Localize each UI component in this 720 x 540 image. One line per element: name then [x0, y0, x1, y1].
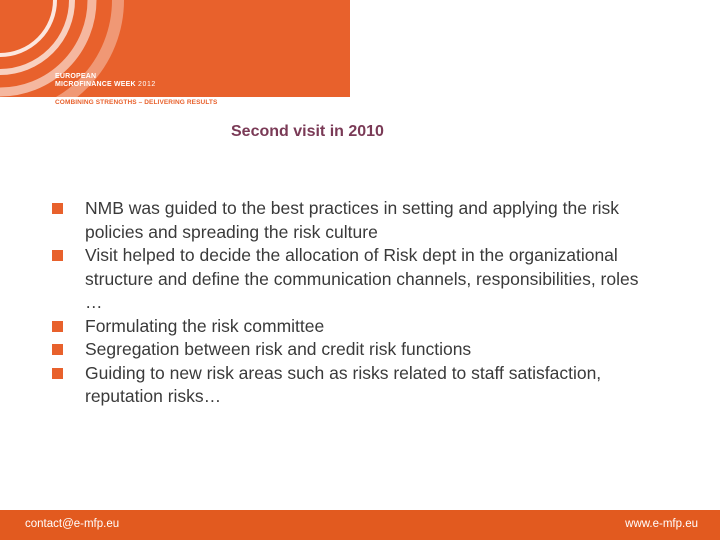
bullet-item	[52, 362, 652, 409]
bullet-item	[52, 197, 652, 244]
footer-bar	[0, 510, 720, 540]
contact-email-link[interactable]: contact@e-mfp.eu	[25, 518, 120, 530]
bullet-text: Segregation between risk and credit risk functions	[85, 339, 472, 359]
slide-title: Second visit in 2010	[231, 123, 384, 140]
bullet-text: Guiding to new risk areas such as risks related to staff satisfaction, reputation risks…	[85, 362, 602, 406]
bullet-item	[52, 244, 652, 315]
radio-waves-logo	[0, 0, 350, 97]
bullet-square-icon	[52, 344, 63, 355]
bullet-list	[52, 197, 652, 409]
website-link[interactable]: www.e-mfp.eu	[625, 518, 698, 530]
event-name	[55, 73, 156, 89]
bullet-text: Visit helped to decide the allocation of Risk dept in the organizational structure and define the communication channels, responsibilities, roles …	[85, 245, 639, 312]
event-line1: EUROPEAN	[55, 73, 97, 80]
bullet-item	[52, 338, 652, 362]
bullet-text: NMB was guided to the best practices in setting and applying the risk policies and spreading the risk culture	[85, 198, 620, 242]
bullet-item	[52, 315, 652, 339]
bullet-square-icon	[52, 368, 63, 379]
header-banner	[0, 0, 350, 97]
bullet-square-icon	[52, 321, 63, 332]
bullet-square-icon	[52, 250, 63, 261]
tagline: COMBINING STRENGTHS – DELIVERING RESULTS	[55, 99, 218, 106]
bullet-text: Formulating the risk committee	[85, 315, 325, 336]
event-year: 2012	[137, 81, 156, 88]
event-line2: MICROFINANCE WEEK	[55, 81, 136, 88]
bullet-square-icon	[52, 203, 63, 214]
